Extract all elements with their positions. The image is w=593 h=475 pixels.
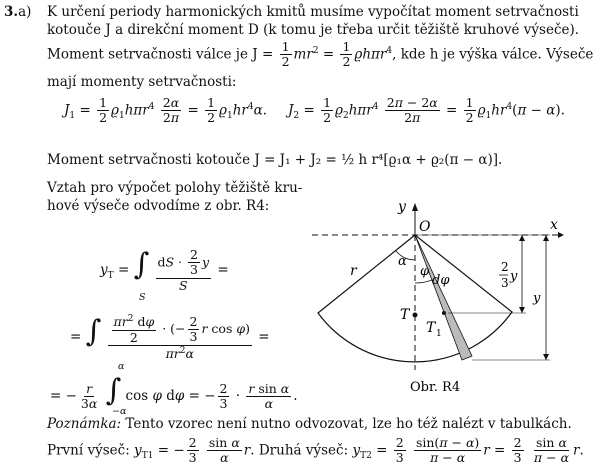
y-arrow bbox=[412, 203, 418, 211]
note-line: Poznámka: Tento vzorec není nutno odvozovat, lze ho též nalézt v tabulkách. bbox=[47, 416, 572, 432]
text-line-5: Moment setrvačnosti kotouče J = J₁ + J₂ = ½ h r⁴[ϱ₁α + ϱ₂(π − α)]. bbox=[47, 152, 503, 168]
x-arrow bbox=[558, 232, 564, 238]
figure-caption: Obr. R4 bbox=[410, 380, 461, 395]
label-t: T bbox=[400, 307, 410, 323]
label-frac-n: 2 bbox=[501, 260, 509, 274]
label-alpha: α bbox=[398, 254, 407, 269]
label-y-dim: y bbox=[533, 291, 541, 306]
results-line: První výseč: $y_{T1}$ = − $\frac{2}{3}$ $\frac{\text{sin α}}{\alpha}$ r. Druhá výseč: $y_{T2}$ = $\frac{2}{3}$ $\frac{\sin(\pi - \alpha)}{\pi - \alpha}$ r = $\frac{2}{3}$ $\frac{\text{sin α}}{\pi - \alpha}$ r. bbox=[47, 435, 584, 466]
formula-j1: $J_1$ = $\frac{1}{2}$ $ϱ_1h\pi r^4$ $\frac{2\alpha}{2\pi}$ = $\frac{1}{2}$ $ϱ_1hr^4\alpha$. bbox=[64, 95, 267, 126]
text-line-1: K určení periody harmonických kmitů musíme vypočítat moment setrvačnosti bbox=[47, 4, 579, 20]
label-t1: T bbox=[426, 320, 436, 336]
figure-r4 bbox=[300, 195, 570, 395]
formula-yt-2: = ∫ $\frac{\pi r^2 d\varphi}{2}$ · (− $\frac{2}{3}$ r cos φ) $\pi r^2\alpha$ = bbox=[70, 313, 270, 362]
text-line-3: Moment setrvačnosti válce je J = $\frac{1}{2}$ $mr^2$ = $\frac{1}{2}$ ϱhπr$^4$, kde h je výška válce. Výseče bbox=[47, 39, 593, 70]
label-t1-sub: 1 bbox=[436, 329, 442, 339]
text-line-6a: Vztah pro výpočet polohy těžiště kru- bbox=[47, 180, 303, 196]
text-line-2: kotouče J a direkční moment D (k tomu je třeba určit těžiště kruhové výseče). bbox=[47, 22, 580, 38]
label-frac-y: y bbox=[510, 269, 518, 284]
text-line-4: mají momenty setrvačnosti: bbox=[47, 74, 237, 90]
formula-j2: $J_2$ = $\frac{1}{2}$ $ϱ_2h\pi r^4$ $\frac{2\pi - 2\alpha}{2\pi}$ = $\frac{1}{2}$ $ϱ_1hr^4(\pi - \alpha)$. bbox=[288, 95, 565, 126]
int-limit-lower: −α bbox=[112, 406, 127, 417]
problem-number: 3.a) bbox=[4, 4, 32, 20]
label-x: x bbox=[550, 217, 558, 233]
formula-yt-3: = − $\frac{r}{3\alpha}$ ∫ cos φ dφ = − $\frac{2}{3}$ · $\frac{\text{r sin α}}{\alpha}$ . bbox=[50, 373, 298, 411]
label-y: y bbox=[398, 199, 406, 215]
label-origin: O bbox=[419, 219, 431, 235]
t1-point bbox=[442, 311, 446, 315]
text-line-6b: hové výseče odvodíme z obr. R4: bbox=[47, 198, 270, 214]
int-limit-upper: α bbox=[118, 361, 125, 372]
label-phi: φ bbox=[420, 264, 430, 279]
formula-yt-1: $y_T$ = ∫ dS · $\frac{2}{3}$ y S = bbox=[100, 247, 229, 293]
label-frac-d: 3 bbox=[501, 276, 509, 290]
label-r: r bbox=[350, 263, 357, 279]
int-limit-s: S bbox=[139, 292, 146, 303]
centroid-point bbox=[413, 313, 418, 318]
label-dphi: dφ bbox=[432, 273, 450, 288]
